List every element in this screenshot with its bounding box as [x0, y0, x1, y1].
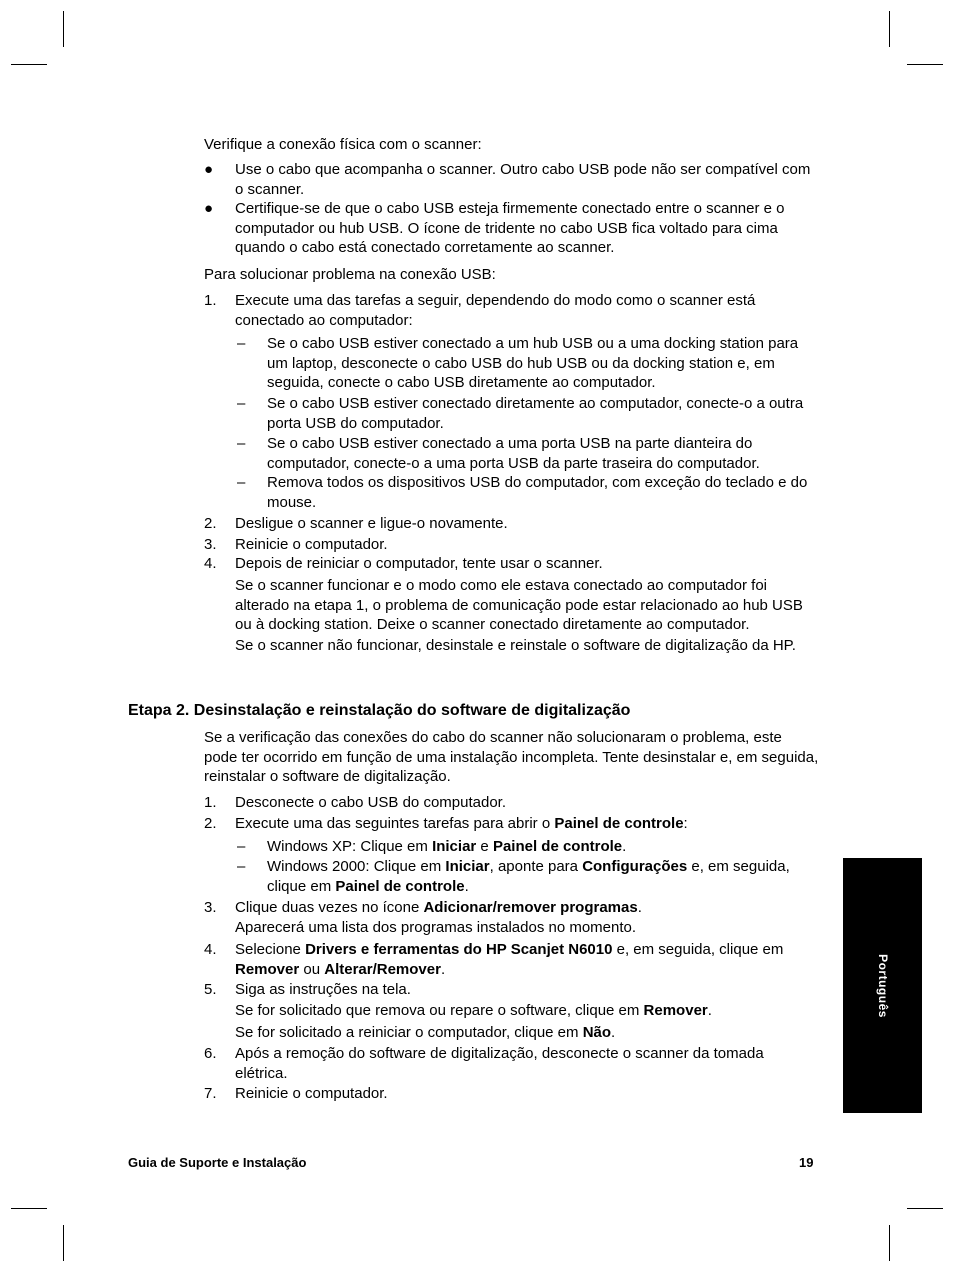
dash-mark: – [237, 838, 246, 855]
step-text [235, 940, 820, 979]
text-run: Se for solicitado a reiniciar o computador, clique em [235, 1024, 583, 1041]
text-run: e, em seguida, clique em [267, 858, 790, 895]
step-text: Reinicie o computador. [235, 1085, 388, 1102]
sub-item [267, 837, 626, 857]
sub-item: Se o cabo USB estiver conectado a uma porta USB na parte dianteira do computador, conecte-o a uma porta USB da parte traseira do computador. [267, 435, 760, 472]
sub-item [267, 857, 822, 896]
sub-item: Se o cabo USB estiver conectado a um hub USB ou a uma docking station para um laptop, desconecte o cabo USB do hub USB ou da docking station e, em seguida, conecte o cabo USB diretamente ao computador. [267, 335, 799, 392]
intro-verify: Verifique a conexão física com o scanner: [204, 136, 482, 153]
step-number: 3. [204, 899, 217, 916]
usb-fix-intro: Para solucionar problema na conexão USB: [204, 266, 496, 283]
step-note [235, 1023, 615, 1043]
dash-mark: – [237, 474, 246, 491]
dash-mark: – [237, 858, 246, 875]
step-number: 2. [204, 815, 217, 832]
text-run: . [637, 899, 642, 916]
ui-term: Remover [235, 960, 300, 978]
text-run: ou [299, 960, 325, 978]
dash-mark: – [237, 435, 246, 452]
step-text: Reinicie o computador. [235, 536, 388, 553]
step-note: Se o scanner não funcionar, desinstale e reinstale o software de digitalização da HP. [235, 637, 796, 654]
crop-mark [907, 64, 943, 65]
ui-term: Painel de controle [335, 877, 465, 895]
text-run: . [611, 1024, 616, 1041]
text-run: . [464, 877, 469, 895]
text-run: . [707, 1002, 712, 1019]
text-run: : [683, 815, 688, 832]
section-intro: Se a verificação das conexões do cabo do scanner não solucionaram o problema, este pode ter ocorrido em função de uma instalação incompleta. Tente desinstalar e, em seguida, reinstalar o software de digitalização. [204, 729, 819, 786]
step-note [235, 1001, 712, 1021]
ui-term: Adicionar/remover programas [423, 899, 638, 916]
bullet-mark: ● [204, 161, 214, 178]
ui-term: Alterar/Remover [324, 960, 441, 978]
dash-mark: – [237, 395, 246, 412]
text-run: , aponte para [489, 858, 583, 875]
step-number: 3. [204, 536, 217, 553]
step-number: 6. [204, 1045, 217, 1062]
text-run: e, em seguida, clique em [612, 941, 784, 958]
crop-mark [11, 64, 47, 65]
text-run: Execute uma das seguintes tarefas para abrir o [235, 815, 555, 832]
step-number: 2. [204, 515, 217, 532]
ui-term: Iniciar [432, 838, 477, 855]
step-number: 4. [204, 555, 217, 572]
ui-term: Painel de controle [554, 815, 684, 832]
section-heading: Etapa 2. Desinstalação e reinstalação do software de digitalização [128, 702, 631, 719]
text-run: . [622, 838, 627, 855]
step-number: 7. [204, 1085, 217, 1102]
text-run: . [440, 960, 446, 978]
step-number: 1. [204, 794, 217, 811]
bullet-item: Use o cabo que acompanha o scanner. Outro cabo USB pode não ser compatível com o scanner. [235, 161, 811, 198]
ui-term: Iniciar [445, 858, 490, 875]
step-number: 5. [204, 981, 217, 998]
crop-mark [889, 11, 890, 47]
footer-title: Guia de Suporte e Instalação [128, 1155, 307, 1170]
sub-item: Se o cabo USB estiver conectado diretamente ao computador, conecte-o a outra porta USB do computador. [267, 395, 804, 432]
dash-mark: – [237, 335, 246, 352]
bullet-item: Certifique-se de que o cabo USB esteja firmemente conectado entre o scanner e o computador ou hub USB. O ícone de tridente no cabo USB fica voltado para cima quando o cabo está conectado corretamente ao scanner. [235, 200, 785, 257]
step-number: 1. [204, 292, 217, 309]
text-run: Windows 2000: Clique em [267, 858, 446, 875]
step-text [235, 898, 642, 918]
language-tab-label: Português [875, 953, 890, 1018]
text-run: Se for solicitado que remova ou repare o software, clique em [235, 1002, 644, 1019]
text-run: Clique duas vezes no ícone [235, 899, 424, 916]
crop-mark [63, 11, 64, 47]
ui-term: Configurações [582, 858, 688, 875]
step-number: 4. [204, 941, 217, 958]
ui-term: Painel de controle [492, 838, 623, 855]
crop-mark [907, 1208, 943, 1209]
text-run: Windows XP: Clique em [267, 838, 433, 855]
step-text [235, 814, 688, 834]
bullet-mark: ● [204, 200, 214, 217]
ui-term: Drivers e ferramentas do HP Scanjet N6010 [305, 941, 613, 958]
step-text: Desligue o scanner e ligue-o novamente. [235, 515, 508, 532]
language-tab [843, 858, 922, 1113]
sub-item: Remova todos os dispositivos USB do computador, com exceção do teclado e do mouse. [267, 474, 808, 511]
ui-term: Não [582, 1024, 612, 1041]
crop-mark [889, 1225, 890, 1261]
step-note: Se o scanner funcionar e o modo como ele estava conectado ao computador foi alterado na etapa 1, o problema de comunicação pode estar relacionado ao hub USB ou à docking station. Deixe o scanner conectado diretamente ao computador. [235, 577, 803, 634]
step-text: Desconecte o cabo USB do computador. [235, 794, 506, 811]
step-text: Execute uma das tarefas a seguir, dependendo do modo como o scanner está conectado ao computador: [235, 292, 756, 329]
crop-mark [11, 1208, 47, 1209]
step-text: Após a remoção do software de digitalização, desconecte o scanner da tomada elétrica. [235, 1045, 764, 1082]
page-number: 19 [799, 1155, 814, 1170]
crop-mark [63, 1225, 64, 1261]
ui-term: Remover [643, 1002, 708, 1019]
text-run: Selecione [235, 941, 306, 958]
step-note: Aparecerá uma lista dos programas instalados no momento. [235, 919, 637, 936]
step-text: Depois de reiniciar o computador, tente usar o scanner. [235, 555, 603, 572]
text-run: e [476, 838, 493, 855]
step-text: Siga as instruções na tela. [235, 981, 411, 998]
